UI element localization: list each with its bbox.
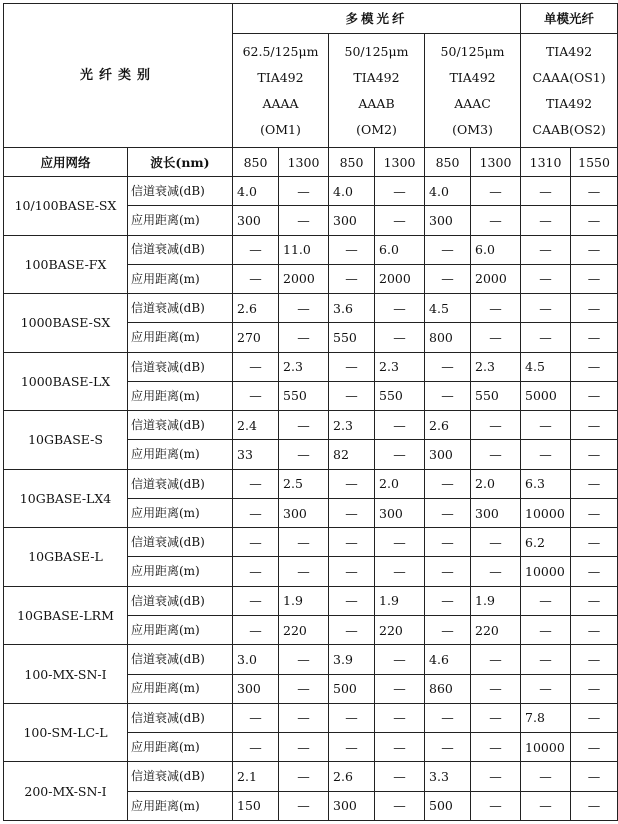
attenuation-value: — — [471, 411, 521, 440]
attenuation-label: 信道衰减(dB) — [128, 177, 233, 206]
attenuation-value: — — [571, 645, 618, 674]
attenuation-value: — — [233, 469, 279, 498]
distance-value: 550 — [375, 381, 425, 410]
distance-label: 应用距离(m) — [128, 557, 233, 586]
distance-value: — — [233, 557, 279, 586]
attenuation-value: — — [375, 528, 425, 557]
network-name: 10GBASE-S — [4, 411, 128, 470]
distance-value: 550 — [279, 381, 329, 410]
distance-label: 应用距离(m) — [128, 381, 233, 410]
distance-value: — — [521, 323, 571, 352]
wavelength-row — [4, 148, 618, 177]
fiber-os: TIA492 CAAA(OS1) TIA492 CAAB(OS2) — [521, 34, 618, 148]
distance-value: 300 — [425, 440, 471, 469]
attenuation-label: 信道衰减(dB) — [128, 352, 233, 381]
distance-value: — — [233, 264, 279, 293]
network-name: 100BASE-FX — [4, 235, 128, 294]
attenuation-value: 2.1 — [233, 762, 279, 791]
distance-value: 5000 — [521, 381, 571, 410]
attenuation-value: — — [329, 469, 375, 498]
attenuation-label: 信道衰减(dB) — [128, 645, 233, 674]
singlemode-header: 单模光纤 — [521, 4, 618, 34]
distance-value: — — [425, 615, 471, 644]
fiber-om1: 62.5/125μm TIA492 AAAA (OM1) — [233, 34, 329, 148]
attenuation-label: 信道衰减(dB) — [128, 703, 233, 732]
attenuation-label: 信道衰减(dB) — [128, 294, 233, 323]
network-name: 10GBASE-LRM — [4, 586, 128, 645]
attenuation-value: — — [521, 586, 571, 615]
distance-value: — — [375, 733, 425, 762]
attenuation-value: — — [425, 703, 471, 732]
distance-value: 33 — [233, 440, 279, 469]
distance-value: 300 — [375, 498, 425, 527]
attenuation-value: 3.6 — [329, 294, 375, 323]
distance-value: — — [471, 440, 521, 469]
distance-value: — — [471, 733, 521, 762]
attenuation-value: — — [329, 703, 375, 732]
attenuation-value: 1.9 — [375, 586, 425, 615]
wavelength-cell: 850 — [329, 148, 375, 177]
distance-value: 300 — [329, 791, 375, 820]
distance-value: — — [375, 440, 425, 469]
distance-value: — — [471, 791, 521, 820]
attenuation-value: — — [571, 586, 618, 615]
table-row — [4, 294, 618, 323]
attenuation-value: 6.0 — [375, 235, 425, 264]
attenuation-label: 信道衰减(dB) — [128, 528, 233, 557]
attenuation-value: — — [279, 645, 329, 674]
attenuation-value: — — [375, 645, 425, 674]
distance-value: — — [471, 206, 521, 235]
distance-value: — — [279, 557, 329, 586]
attenuation-value: — — [521, 294, 571, 323]
distance-label: 应用距离(m) — [128, 323, 233, 352]
distance-label: 应用距离(m) — [128, 791, 233, 820]
table-row — [4, 586, 618, 615]
distance-value: — — [279, 206, 329, 235]
distance-label: 应用距离(m) — [128, 733, 233, 762]
attenuation-value: — — [471, 703, 521, 732]
distance-value: 220 — [375, 615, 425, 644]
distance-value: 300 — [471, 498, 521, 527]
distance-value: — — [571, 498, 618, 527]
attenuation-value: — — [521, 235, 571, 264]
distance-value: — — [471, 323, 521, 352]
wavelength-cell: 1300 — [375, 148, 425, 177]
attenuation-value: 4.5 — [425, 294, 471, 323]
attenuation-value: — — [471, 294, 521, 323]
attenuation-value: 11.0 — [279, 235, 329, 264]
distance-value: — — [375, 323, 425, 352]
attenuation-value: — — [425, 352, 471, 381]
attenuation-value: 4.6 — [425, 645, 471, 674]
attenuation-value: — — [279, 177, 329, 206]
fiber-spec-table — [3, 3, 618, 821]
table-body — [4, 177, 618, 821]
distance-value: — — [329, 381, 375, 410]
distance-value: — — [471, 557, 521, 586]
distance-value: 10000 — [521, 498, 571, 527]
distance-label: 应用距离(m) — [128, 615, 233, 644]
distance-value: — — [571, 323, 618, 352]
distance-value: — — [329, 264, 375, 293]
attenuation-value: — — [329, 235, 375, 264]
wavelength-cell: 1300 — [471, 148, 521, 177]
distance-value: — — [521, 440, 571, 469]
attenuation-value: 4.0 — [233, 177, 279, 206]
attenuation-value: — — [571, 703, 618, 732]
table-row — [4, 645, 618, 674]
distance-label: 应用距离(m) — [128, 498, 233, 527]
attenuation-value: — — [375, 294, 425, 323]
attenuation-value: — — [375, 411, 425, 440]
attenuation-value: — — [521, 762, 571, 791]
distance-value: — — [279, 733, 329, 762]
distance-value: — — [279, 440, 329, 469]
attenuation-value: 3.3 — [425, 762, 471, 791]
distance-value: — — [233, 498, 279, 527]
distance-value: — — [571, 674, 618, 703]
distance-value: 150 — [233, 791, 279, 820]
table-row — [4, 411, 618, 440]
distance-value: — — [521, 206, 571, 235]
attenuation-value: 2.6 — [329, 762, 375, 791]
attenuation-value: 2.3 — [471, 352, 521, 381]
attenuation-value: — — [279, 411, 329, 440]
attenuation-value: — — [571, 762, 618, 791]
distance-value: — — [279, 323, 329, 352]
distance-value: — — [521, 791, 571, 820]
distance-value: — — [571, 615, 618, 644]
attenuation-label: 信道衰减(dB) — [128, 586, 233, 615]
distance-value: — — [571, 557, 618, 586]
attenuation-value: 6.2 — [521, 528, 571, 557]
attenuation-value: — — [279, 703, 329, 732]
attenuation-value: — — [521, 177, 571, 206]
attenuation-value: — — [425, 469, 471, 498]
distance-label: 应用距离(m) — [128, 674, 233, 703]
distance-value: 220 — [279, 615, 329, 644]
network-name: 1000BASE-SX — [4, 294, 128, 353]
fiber-om3: 50/125μm TIA492 AAAC (OM3) — [425, 34, 521, 148]
distance-label: 应用距离(m) — [128, 206, 233, 235]
attenuation-value: — — [521, 645, 571, 674]
distance-value: — — [233, 381, 279, 410]
distance-value: 2000 — [279, 264, 329, 293]
attenuation-label: 信道衰减(dB) — [128, 411, 233, 440]
attenuation-value: — — [279, 528, 329, 557]
network-name: 100-SM-LC-L — [4, 703, 128, 762]
distance-value: — — [571, 791, 618, 820]
network-name: 10/100BASE-SX — [4, 177, 128, 236]
attenuation-value: — — [521, 411, 571, 440]
attenuation-value: 2.0 — [375, 469, 425, 498]
distance-label: 应用距离(m) — [128, 264, 233, 293]
attenuation-value: 2.3 — [329, 411, 375, 440]
attenuation-value: 2.5 — [279, 469, 329, 498]
distance-value: — — [425, 733, 471, 762]
distance-value: 2000 — [471, 264, 521, 293]
wavelength-header: 波长(nm) — [128, 148, 233, 177]
attenuation-value: — — [571, 411, 618, 440]
attenuation-value: — — [233, 352, 279, 381]
attenuation-value: 6.0 — [471, 235, 521, 264]
distance-value: 300 — [233, 206, 279, 235]
distance-value: 550 — [471, 381, 521, 410]
attenuation-value: — — [233, 586, 279, 615]
distance-value: — — [329, 733, 375, 762]
distance-value: — — [329, 557, 375, 586]
category-header: 光纤类别 — [4, 4, 233, 148]
attenuation-value: 2.3 — [375, 352, 425, 381]
distance-value: — — [375, 674, 425, 703]
distance-value: 300 — [329, 206, 375, 235]
distance-value: — — [521, 615, 571, 644]
distance-value: 10000 — [521, 557, 571, 586]
distance-value: — — [571, 264, 618, 293]
table-row — [4, 177, 618, 206]
distance-value: — — [425, 557, 471, 586]
distance-value: — — [425, 381, 471, 410]
network-name: 10GBASE-LX4 — [4, 469, 128, 528]
attenuation-value: — — [279, 294, 329, 323]
table-row — [4, 528, 618, 557]
attenuation-value: 6.3 — [521, 469, 571, 498]
distance-value: 300 — [279, 498, 329, 527]
attenuation-value: — — [329, 586, 375, 615]
attenuation-value: 1.9 — [279, 586, 329, 615]
distance-value: 800 — [425, 323, 471, 352]
distance-value: 2000 — [375, 264, 425, 293]
table-row — [4, 235, 618, 264]
attenuation-value: — — [471, 177, 521, 206]
network-name: 10GBASE-L — [4, 528, 128, 587]
table-row — [4, 469, 618, 498]
attenuation-value: 2.0 — [471, 469, 521, 498]
attenuation-value: — — [425, 235, 471, 264]
attenuation-value: — — [571, 469, 618, 498]
distance-value: — — [279, 674, 329, 703]
distance-value: — — [329, 498, 375, 527]
network-name: 1000BASE-LX — [4, 352, 128, 411]
attenuation-value: 4.5 — [521, 352, 571, 381]
app-network-header: 应用网络 — [4, 148, 128, 177]
distance-value: 500 — [329, 674, 375, 703]
attenuation-value: 7.8 — [521, 703, 571, 732]
wavelength-cell: 850 — [425, 148, 471, 177]
distance-value: — — [571, 440, 618, 469]
distance-value: — — [521, 264, 571, 293]
distance-value: — — [521, 674, 571, 703]
attenuation-value: — — [571, 352, 618, 381]
wavelength-cell: 850 — [233, 148, 279, 177]
attenuation-value: — — [279, 762, 329, 791]
network-name: 200-MX-SN-I — [4, 762, 128, 821]
attenuation-value: 4.0 — [329, 177, 375, 206]
attenuation-value: 2.6 — [233, 294, 279, 323]
distance-label: 应用距离(m) — [128, 440, 233, 469]
attenuation-value: — — [471, 645, 521, 674]
network-name: 100-MX-SN-I — [4, 645, 128, 704]
attenuation-value: — — [329, 528, 375, 557]
distance-value: — — [571, 381, 618, 410]
table-row — [4, 703, 618, 732]
attenuation-value: — — [571, 177, 618, 206]
distance-value: — — [233, 733, 279, 762]
table-row — [4, 352, 618, 381]
distance-value: — — [425, 498, 471, 527]
distance-value: — — [571, 206, 618, 235]
fiber-om2: 50/125μm TIA492 AAAB (OM2) — [329, 34, 425, 148]
distance-value: 10000 — [521, 733, 571, 762]
distance-value: — — [233, 615, 279, 644]
distance-value: 220 — [471, 615, 521, 644]
attenuation-value: — — [425, 586, 471, 615]
attenuation-value: — — [329, 352, 375, 381]
attenuation-value: — — [375, 762, 425, 791]
attenuation-value: — — [471, 762, 521, 791]
attenuation-value: 2.4 — [233, 411, 279, 440]
distance-value: — — [471, 674, 521, 703]
distance-value: 270 — [233, 323, 279, 352]
attenuation-label: 信道衰减(dB) — [128, 469, 233, 498]
distance-value: — — [329, 615, 375, 644]
attenuation-value: — — [571, 235, 618, 264]
distance-value: — — [375, 206, 425, 235]
distance-value: 300 — [233, 674, 279, 703]
attenuation-value: 1.9 — [471, 586, 521, 615]
attenuation-value: — — [375, 177, 425, 206]
attenuation-value: — — [233, 235, 279, 264]
distance-value: 860 — [425, 674, 471, 703]
attenuation-value: — — [233, 703, 279, 732]
attenuation-value: 2.3 — [279, 352, 329, 381]
attenuation-value: 4.0 — [425, 177, 471, 206]
attenuation-value: 3.9 — [329, 645, 375, 674]
distance-value: — — [279, 791, 329, 820]
attenuation-value: — — [471, 528, 521, 557]
attenuation-label: 信道衰减(dB) — [128, 235, 233, 264]
wavelength-cell: 1310 — [521, 148, 571, 177]
attenuation-value: — — [233, 528, 279, 557]
distance-value: 500 — [425, 791, 471, 820]
distance-value: — — [375, 557, 425, 586]
distance-value: 550 — [329, 323, 375, 352]
multimode-header: 多模光纤 — [233, 4, 521, 34]
distance-value: — — [425, 264, 471, 293]
wavelength-cell: 1550 — [571, 148, 618, 177]
distance-value: 300 — [425, 206, 471, 235]
attenuation-value: — — [425, 528, 471, 557]
distance-value: — — [571, 733, 618, 762]
attenuation-value: — — [571, 294, 618, 323]
distance-value: 82 — [329, 440, 375, 469]
table-row — [4, 762, 618, 791]
attenuation-value: — — [571, 528, 618, 557]
distance-value: — — [375, 791, 425, 820]
attenuation-value: — — [375, 703, 425, 732]
wavelength-cell: 1300 — [279, 148, 329, 177]
attenuation-value: 3.0 — [233, 645, 279, 674]
attenuation-label: 信道衰减(dB) — [128, 762, 233, 791]
attenuation-value: 2.6 — [425, 411, 471, 440]
